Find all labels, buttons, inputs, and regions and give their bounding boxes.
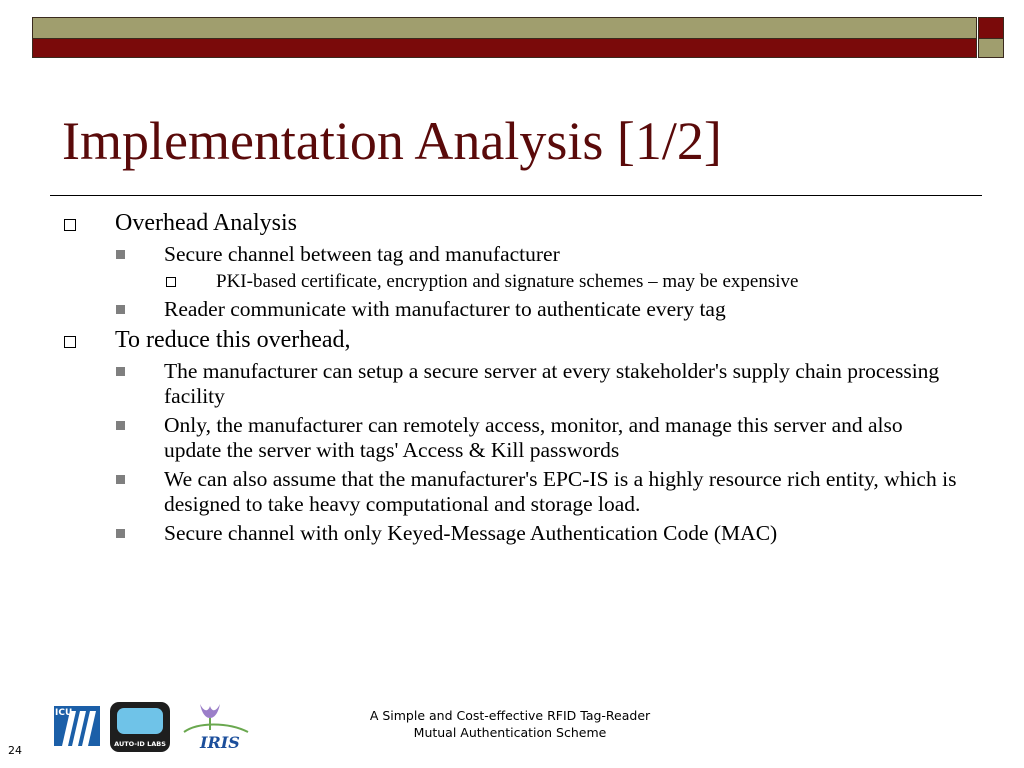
bullet-level2 <box>0 359 964 409</box>
filled-square-bullet-icon <box>116 250 125 259</box>
bullet-text: PKI-based certificate, encryption and signature schemes – may be expensive <box>216 271 799 292</box>
filled-square-bullet-icon <box>116 305 125 314</box>
corner-square-olive <box>978 38 1004 58</box>
bullet-level2 <box>0 521 964 546</box>
hollow-square-bullet-icon <box>64 219 76 231</box>
top-decor-bar <box>32 17 977 39</box>
icu-logo <box>52 703 102 749</box>
corner-square-maroon <box>978 17 1004 39</box>
bullet-level2 <box>0 297 964 322</box>
bullet-text: Secure channel with only Keyed-Message Authentication Code (MAC) <box>164 521 778 545</box>
bullet-level2 <box>0 242 964 267</box>
bullet-text: Only, the manufacturer can remotely access, monitor, and manage this server and also update the server with tags' Access & Kill passwords <box>164 413 903 462</box>
bullet-text: The manufacturer can setup a secure server at every stakeholder's supply chain processing facility <box>164 359 940 408</box>
filled-square-bullet-icon <box>116 529 125 538</box>
autoid-logo-text: AUTO-ID LABS <box>114 740 166 748</box>
hollow-square-bullet-icon <box>166 277 176 287</box>
hollow-square-bullet-icon <box>64 336 76 348</box>
page-number: 24 <box>8 744 22 757</box>
slide-title: Implementation Analysis [1/2] <box>62 111 722 171</box>
title-divider <box>50 195 982 196</box>
maroon-decor-bar <box>32 38 977 58</box>
bullet-text: To reduce this overhead, <box>115 327 351 353</box>
slide-content <box>0 205 1024 546</box>
iris-logo <box>178 700 254 752</box>
bullet-text: Secure channel between tag and manufacturer <box>164 242 560 266</box>
bullet-text: Reader communicate with manufacturer to authenticate every tag <box>164 297 726 321</box>
bullet-text: Overhead Analysis <box>115 210 297 236</box>
filled-square-bullet-icon <box>116 475 125 484</box>
autoid-labs-logo <box>108 700 172 754</box>
filled-square-bullet-icon <box>116 367 125 376</box>
filled-square-bullet-icon <box>116 421 125 430</box>
bullet-level2 <box>0 413 964 463</box>
iris-logo-text: IRIS <box>200 733 240 752</box>
bullet-text: We can also assume that the manufacturer's EPC-IS is a highly resource rich entity, which is designed to take heavy computational and storage load. <box>164 467 957 516</box>
bullet-level1 <box>0 326 1024 355</box>
bullet-level1 <box>0 209 1024 238</box>
bullet-level3 <box>0 270 1024 293</box>
icu-logo-text: ICU <box>55 708 73 718</box>
bullet-level2 <box>0 467 964 517</box>
footer-caption: A Simple and Cost-effective RFID Tag-Reader Mutual Authentication Scheme <box>369 708 651 740</box>
